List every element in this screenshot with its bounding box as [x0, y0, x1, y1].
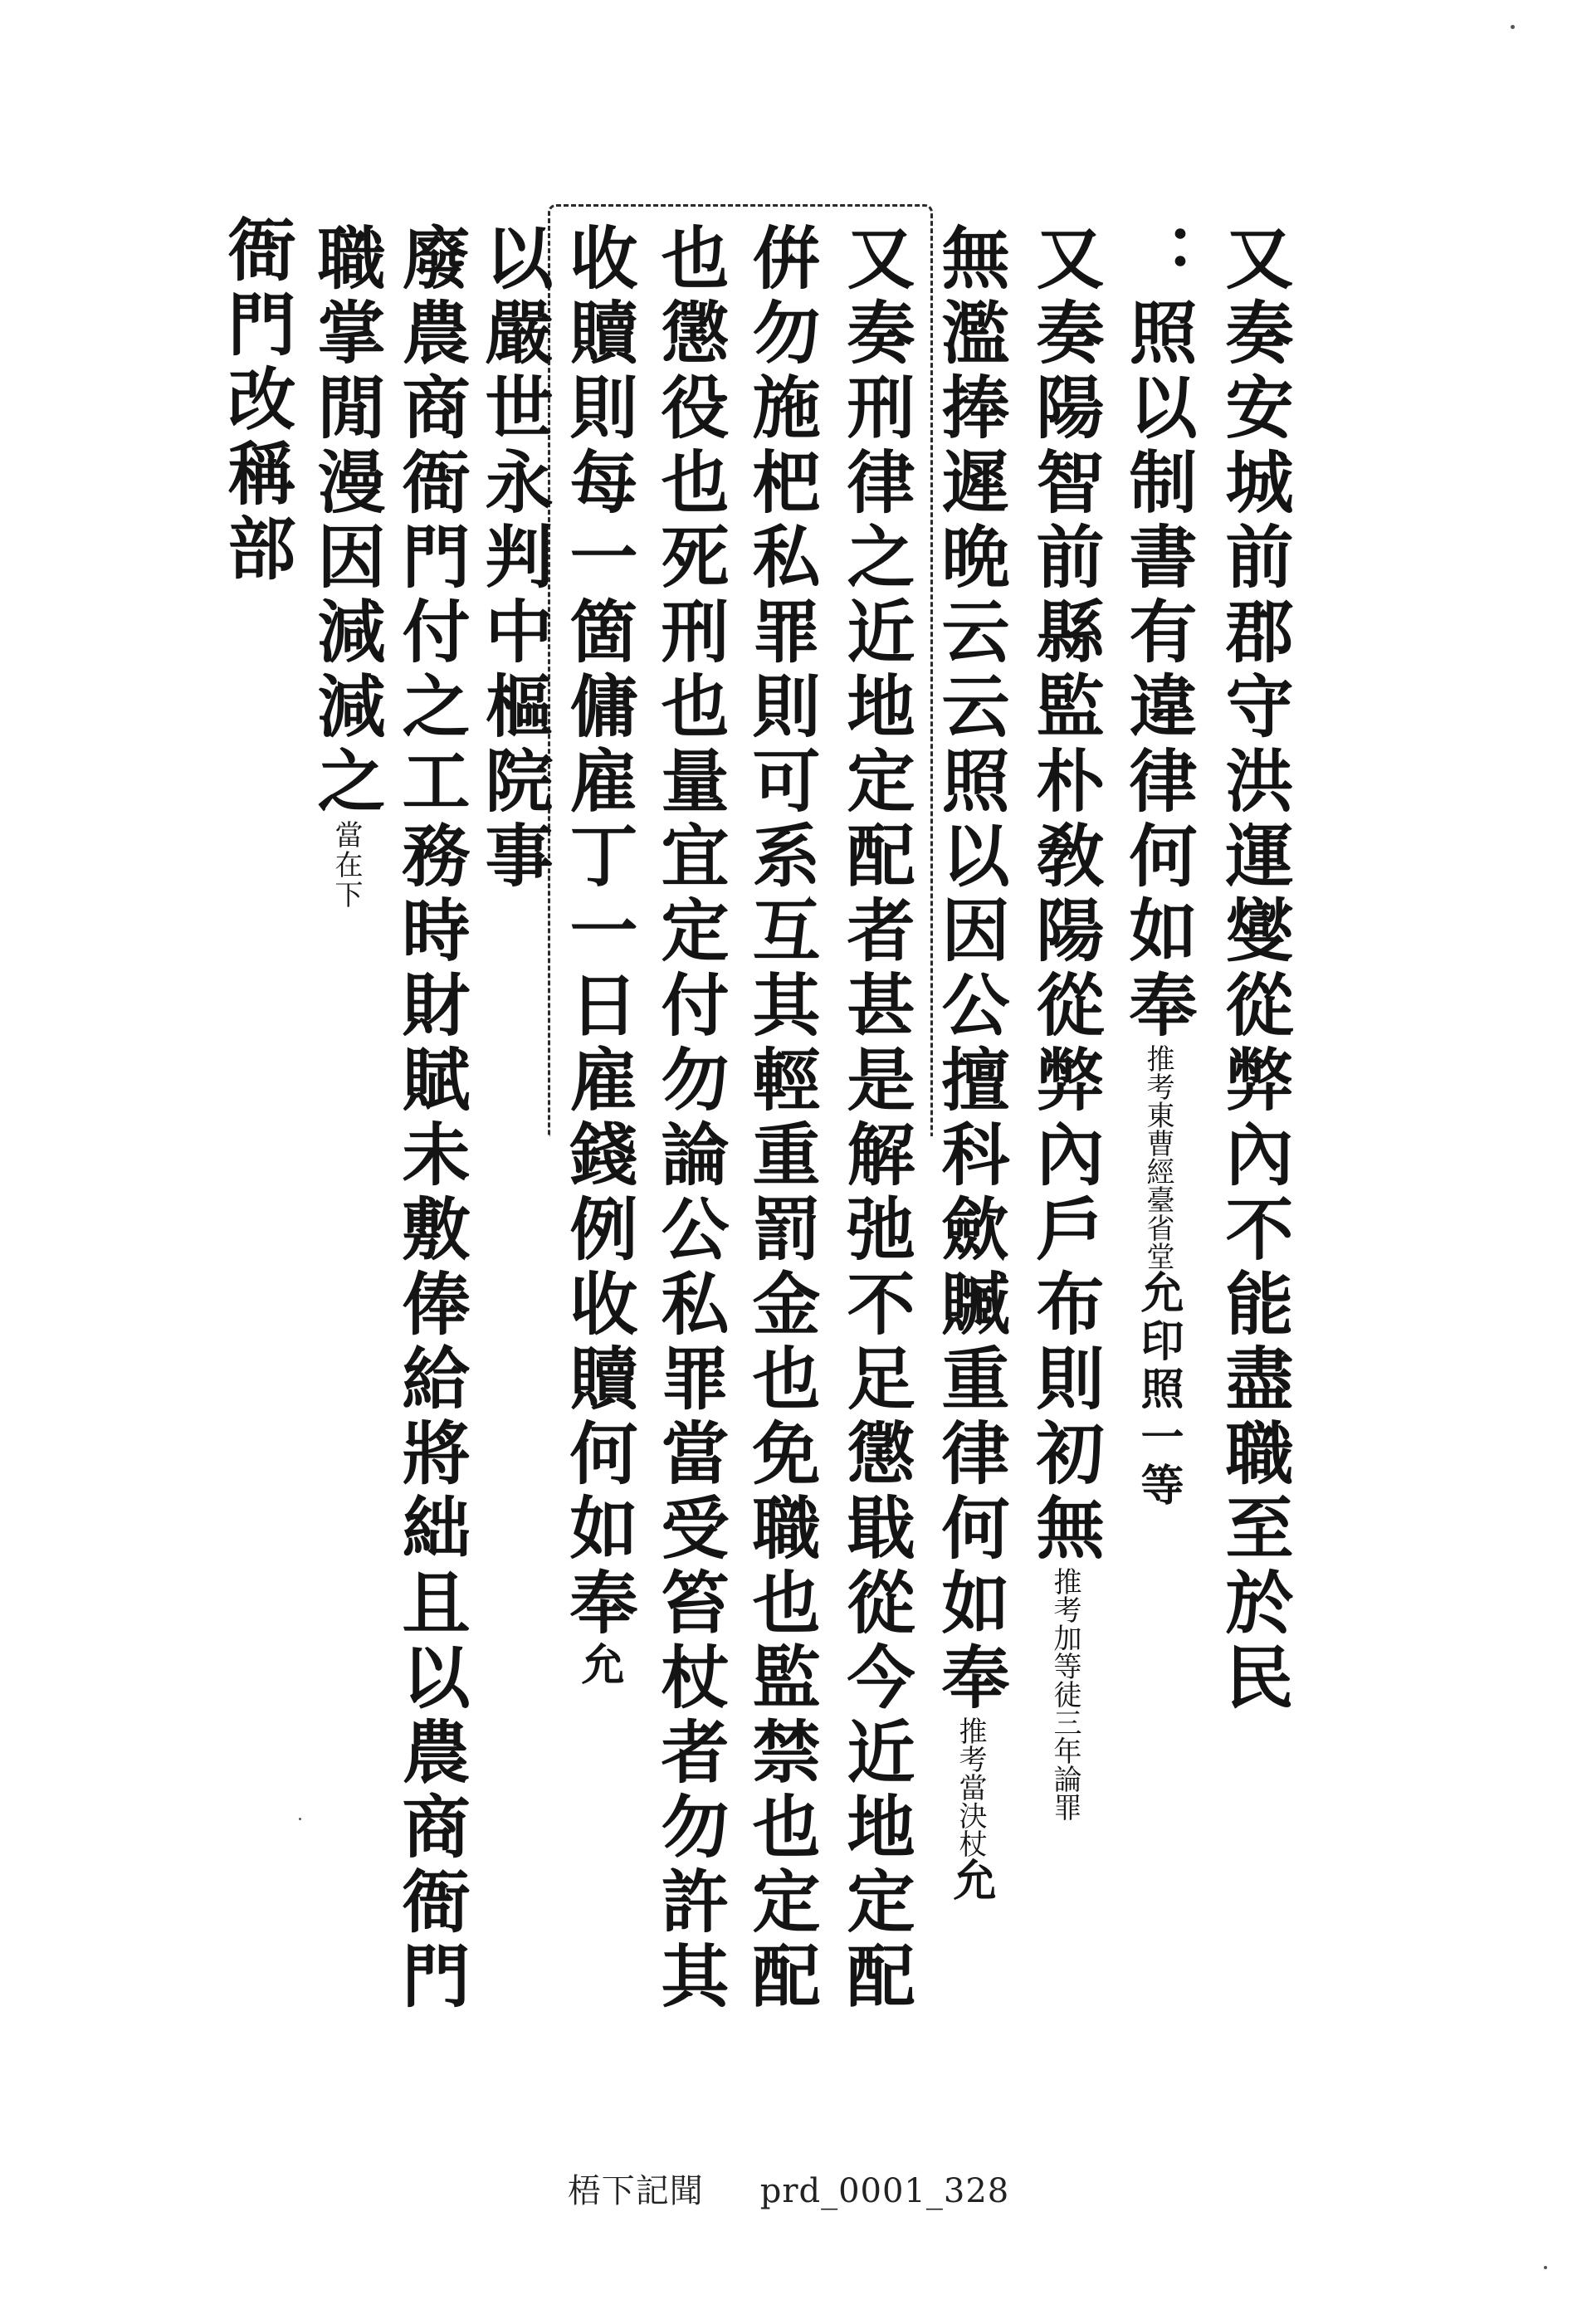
- text-column-9: [474, 222, 554, 895]
- column-tail: 允: [945, 1858, 996, 1906]
- column-text: 以嚴世永判中樞院事: [474, 222, 554, 895]
- column-text: 廢農商衙門付之工務時財賦未敷俸給將絀且以農商衙門: [391, 222, 471, 2015]
- column-text: 又奏安城前郡守洪運燮從弊內不能盡職至於民: [1214, 222, 1294, 1716]
- text-column-10: [391, 222, 471, 2015]
- text-column-11: [306, 222, 386, 910]
- scan-speck: [299, 1818, 301, 1820]
- column-text: 無濫捧遲晩云云照以因公擅科歛贓重律何如奉: [930, 222, 1010, 1716]
- column-text: 也懲役也死刑也量宜定付勿論公私罪當受笞杖者勿許其: [650, 222, 730, 2015]
- scan-speck: [1544, 2266, 1547, 2269]
- text-column-8: [559, 222, 638, 1690]
- column-text: 倂勿施杷私罪則可系互其輕重罰金也免職也監禁也定配: [741, 222, 821, 2015]
- column-text: 又奏陽智前縣監朴敎陽從弊內戶布則初無: [1025, 222, 1105, 1567]
- interlinear-note: 推考加等徒三年論罪: [1048, 1567, 1081, 1821]
- column-text: 又奏刑律之近地定配者甚是解弛不足懲戢從今近地定配: [836, 222, 915, 2015]
- page-footer: [0, 2165, 1577, 2212]
- column-tail: 允印照一等: [1133, 1270, 1184, 1511]
- text-column-12: [217, 214, 296, 588]
- interlinear-note: 推考當決杖: [954, 1716, 987, 1858]
- column-text: 職掌閒漫因減減之: [306, 222, 386, 820]
- text-column-1: [1214, 222, 1294, 1716]
- book-title: 梧下記聞: [567, 2172, 704, 2210]
- column-text: ：照以制書有違律何如奉: [1118, 222, 1198, 1044]
- text-column-4: [930, 222, 1010, 1906]
- column-tail: 當在下: [330, 820, 363, 910]
- text-column-3: [1025, 222, 1105, 1821]
- text-column-5: [836, 222, 915, 2015]
- scan-speck: [1511, 25, 1515, 29]
- column-text: 衙門改稱部: [217, 214, 296, 588]
- text-column-7: [650, 222, 730, 2015]
- column-text: 收贖則每一箇傭雇丁一日雇錢例收贖何如奉: [559, 222, 638, 1642]
- page-code: prd_0001_328: [759, 2172, 1010, 2210]
- text-column-6: [741, 222, 821, 2015]
- column-tail: 允: [574, 1642, 624, 1690]
- text-column-2: [1118, 222, 1198, 1511]
- interlinear-note: 推考東曹經臺省堂: [1141, 1044, 1174, 1270]
